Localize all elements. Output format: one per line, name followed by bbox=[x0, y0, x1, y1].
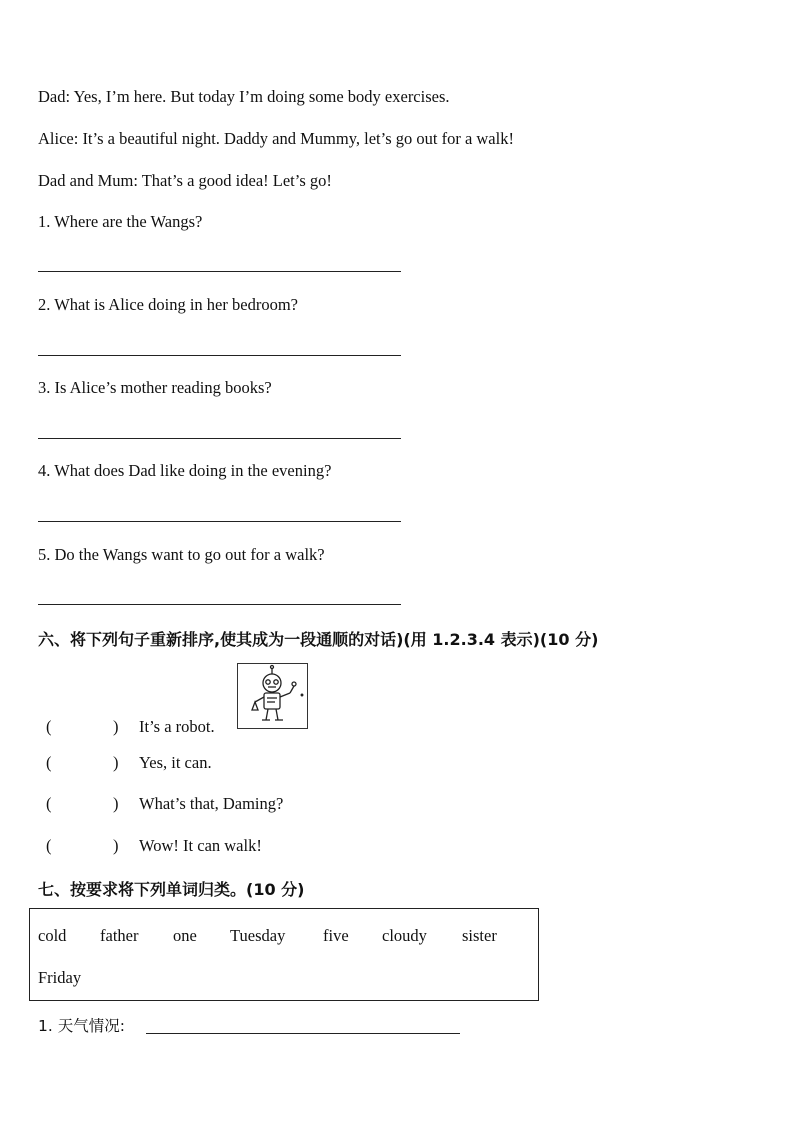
answer-line-1[interactable] bbox=[38, 271, 401, 272]
ordering-sentence: What’s that, Daming? bbox=[139, 794, 284, 813]
category-weather-label: 1. 天气情况: bbox=[38, 1017, 125, 1035]
word-bank bbox=[29, 908, 539, 1001]
question-1: 1. Where are the Wangs? bbox=[38, 212, 203, 231]
ordering-sentence: Yes, it can. bbox=[139, 753, 212, 772]
category-weather-answer-line[interactable] bbox=[146, 1033, 460, 1034]
word-item: father bbox=[100, 926, 139, 945]
section-7-heading: 七、按要求将下列单词归类。(10 分) bbox=[38, 880, 305, 899]
blank-open-paren[interactable]: ( bbox=[46, 836, 52, 855]
dialogue-line-dad: Dad: Yes, I’m here. But today I’m doing some body exercises. bbox=[38, 87, 450, 106]
question-2: 2. What is Alice doing in her bedroom? bbox=[38, 295, 298, 314]
blank-close-paren[interactable]: ) bbox=[113, 717, 119, 736]
blank-open-paren[interactable]: ( bbox=[46, 717, 52, 736]
ordering-sentence: It’s a robot. bbox=[139, 717, 215, 736]
dialogue-line-alice: Alice: It’s a beautiful night. Daddy and Mummy, let’s go out for a walk! bbox=[38, 129, 514, 148]
word-item: one bbox=[173, 926, 197, 945]
ordering-sentence: Wow! It can walk! bbox=[139, 836, 262, 855]
robot-picture bbox=[237, 663, 308, 729]
word-item: five bbox=[323, 926, 349, 945]
question-3: 3. Is Alice’s mother reading books? bbox=[38, 378, 272, 397]
blank-close-paren[interactable]: ) bbox=[113, 836, 119, 855]
word-item: Friday bbox=[38, 968, 82, 987]
blank-open-paren[interactable]: ( bbox=[46, 753, 52, 772]
question-4: 4. What does Dad like doing in the evening? bbox=[38, 461, 332, 480]
blank-close-paren[interactable]: ) bbox=[113, 794, 119, 813]
robot-icon bbox=[238, 664, 307, 728]
section-6-heading: 六、将下列句子重新排序,使其成为一段通顺的对话)(用 1.2.3.4 表示)(10 分) bbox=[38, 630, 599, 649]
answer-line-2[interactable] bbox=[38, 355, 401, 356]
word-item: Tuesday bbox=[230, 926, 286, 945]
word-item: cold bbox=[38, 926, 67, 945]
word-item: sister bbox=[462, 926, 497, 945]
answer-line-4[interactable] bbox=[38, 521, 401, 522]
dialogue-line-dad-mum: Dad and Mum: That’s a good idea! Let’s go! bbox=[38, 171, 332, 190]
answer-line-5[interactable] bbox=[38, 604, 401, 605]
blank-open-paren[interactable]: ( bbox=[46, 794, 52, 813]
word-item: cloudy bbox=[382, 926, 427, 945]
answer-line-3[interactable] bbox=[38, 438, 401, 439]
blank-close-paren[interactable]: ) bbox=[113, 753, 119, 772]
question-5: 5. Do the Wangs want to go out for a walk? bbox=[38, 545, 325, 564]
